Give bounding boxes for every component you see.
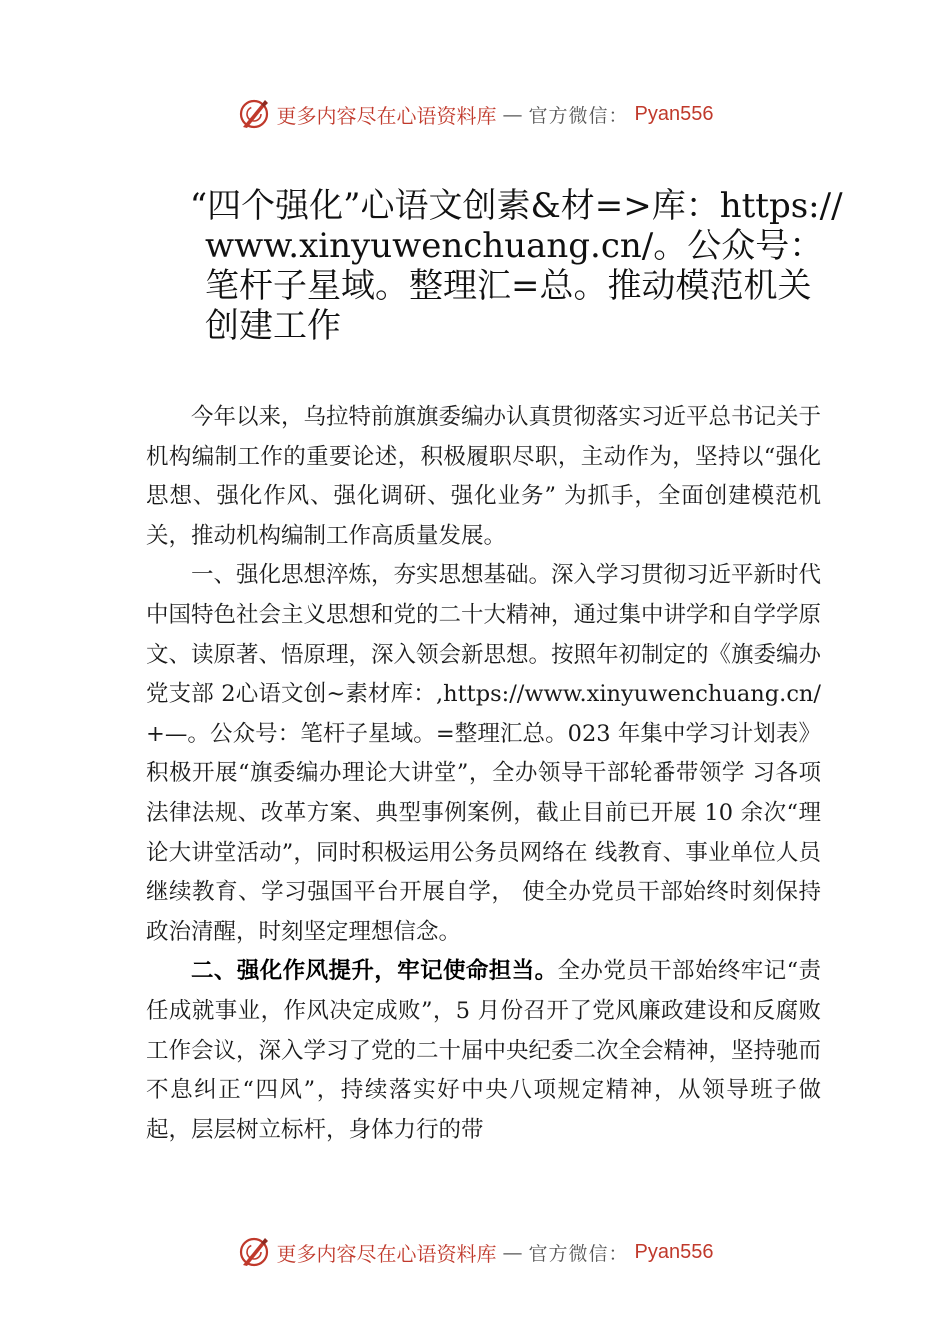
footer-banner — [0, 1232, 950, 1272]
wechat-id: Pyan556 — [634, 102, 714, 125]
title-rest: https://www.xinyuwenchuang.cn/。公众号：笔杆子星域。整理汇=总。推动模范机关创建工作 — [205, 186, 843, 346]
document-body — [146, 398, 821, 1150]
banner-dash: — — [502, 102, 523, 126]
section-2-heading: 二、强化作风提升，牢记使命担当。 — [191, 958, 558, 985]
brand-text: 更多内容尽在心语资料库 — [276, 1241, 497, 1266]
brand-text: 更多内容尽在心语资料库 — [276, 103, 497, 128]
brush-logo-icon — [237, 97, 271, 131]
title-line-1: “四个强化”心语文创素&材=>库： — [189, 186, 720, 226]
banner-dash: — — [502, 1240, 523, 1264]
paragraph-section-1: 一、强化思想淬炼，夯实思想基础。深入学习贯彻习近平新时代中国特色社会主义思想和党的二十大精神，通过集中讲学和自学学原文、读原著、悟原理，深入领会新思想。按照年初制定的《旗委编办党支部 2心语文创~素材库：,https://www.xinyuwenchuang.cn/+—。公众号：笔杆子星域。=整理汇总。023 年集中学习计划表》积极开展“旗委编办理论大讲堂”，全办领导干部轮番带领学 习各项法律法规、改革方案、典型事例案例，截止目前已开展 10 余次“理论大讲堂活动”，同时积极运用公务员网络在 线教育、事业单位人员继续教育、学习强国平台开展自学， 使全办党员干部始终时刻保持政治清醒，时刻坚定理想信念。 — [146, 562, 822, 945]
paragraph-intro: 今年以来，乌拉特前旗旗委编办认真贯彻落实习近平总书记关于机构编制工作的重要论述，积极履职尽职，主动作为，坚持以“强化思想、强化作风、强化调研、强化业务” 为抓手，全面创建模范机关，推动机构编制工作高质量发展。 — [146, 404, 822, 549]
wechat-label: 官方微信： — [528, 1242, 629, 1265]
wechat-label: 官方微信： — [528, 104, 629, 127]
wechat-id: Pyan556 — [634, 1240, 714, 1263]
paragraph-section-2 — [146, 952, 821, 1150]
brush-logo-icon — [237, 1235, 271, 1269]
header-banner — [0, 94, 950, 134]
section-2-body: 全办党员干部始终牢记“责任成就事业，作风决定成败”，5 月份召开了党风廉政建设和反腐败工作会议，深入学习了党的二十届中央纪委二次全会精神，坚持驰而不息纠正“四风”，持续落实好中央八项规定精神，从领导班子做起，层层树立标杆，身体力行的带 — [146, 958, 822, 1143]
document-title — [189, 186, 845, 346]
